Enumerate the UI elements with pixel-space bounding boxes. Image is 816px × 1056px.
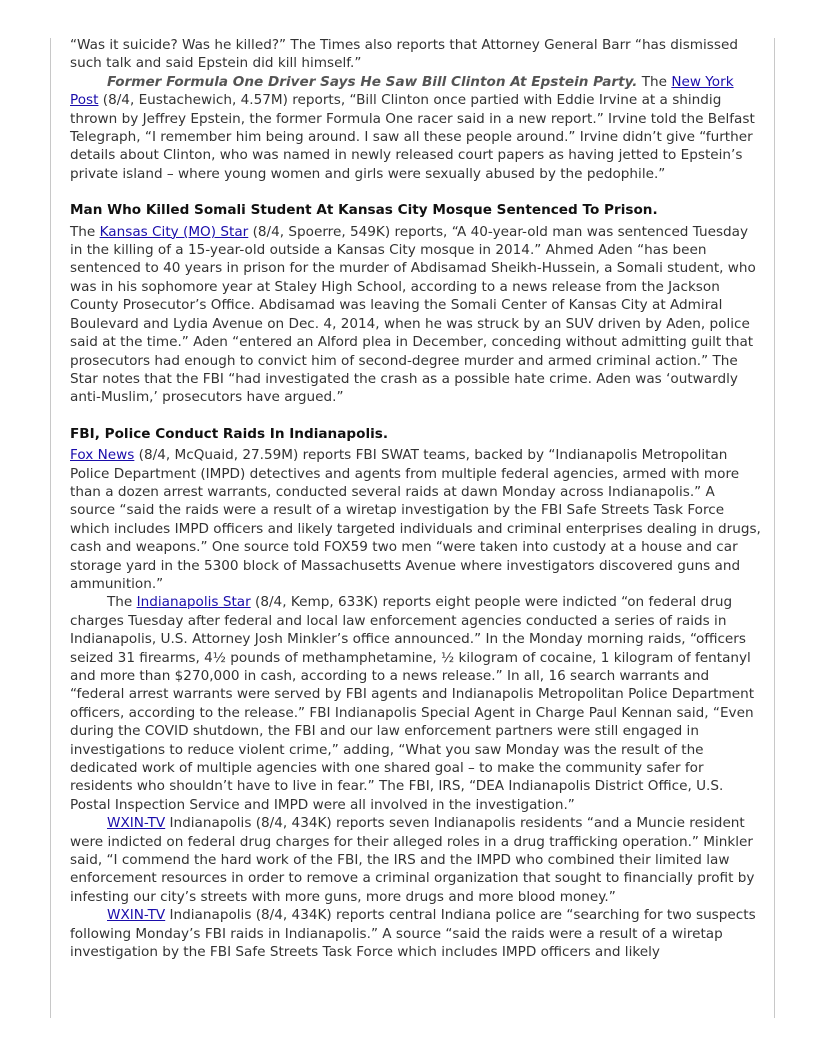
headline-indianapolis-raids: FBI, Police Conduct Raids In Indianapolis. <box>70 425 389 442</box>
lead-text: The <box>637 73 672 90</box>
body-text: (8/4, Eustachewich, 4.57M) reports, “Bill Clinton once partied with Eddie Irvine at a shindig thrown by Jeffrey Epstein, the former Formula One racer said in a new report.” Irvine told the Belfast Telegraph, “I remember him being around. I saw all these people around.” Irvine didn’t give “further details about Clinton, who was named in newly released court papers as having jetted to Epstein’s private island – where young women and girls were sexually abused by the pedophile.” <box>70 92 755 182</box>
link-fox-news[interactable]: Fox News <box>70 447 135 464</box>
subheadline-formula-one: Former Formula One Driver Says He Saw Bill Clinton At Epstein Party. <box>107 73 638 90</box>
lead-text: The <box>107 594 137 611</box>
document-body <box>70 36 764 962</box>
paragraph-wxin-suspects <box>70 906 764 961</box>
paragraph-formula-one <box>70 73 764 183</box>
body-text: (8/4, McQuaid, 27.59M) reports FBI SWAT teams, backed by “Indianapolis Metropolitan Police Department (IMPD) detectives and agents from multiple federal agencies, armed with more than a dozen arrest warrants, conducted several raids at dawn Monday across Indianapolis.” A source “said the raids were a result of a wiretap investigation by the FBI Safe Streets Task Force which includes IMPD officers and likely targeted individuals and criminal enterprises dealing in drugs, cash and weapons.” One source told FOX59 two men “were taken into custody at a house and car storage yard in the 5300 block of Massachusetts Avenue where investigators discovered guns and ammunition.” <box>70 447 761 592</box>
headline-kansas-city: Man Who Killed Somali Student At Kansas City Mosque Sentenced To Prison. <box>70 202 658 219</box>
paragraph-kansas-city <box>70 223 764 407</box>
body-text: (8/4, Kemp, 633K) reports eight people were indicted “on federal drug charges Tuesday after federal and local law enforcement agencies conducted a series of raids in Indianapolis, U.S. Attorney Josh Minkler’s office announced.” In the Monday morning raids, “officers seized 31 firearms, 4½ pounds of methamphetamine, ½ kilogram of cocaine, 1 kilogram of fentanyl and more than $270,000 in cash, according to a news release.” In all, 16 search warrants and “federal arrest warrants were served by FBI agents and Indianapolis Metropolitan Police Department officers, according to the release.” FBI Indianapolis Special Agent in Charge Paul Kennan said, “Even during the COVID shutdown, the FBI and our law enforcement partners were still engaged in investigations to reduce violent crime,” adding, “What you saw Monday was the result of the dedicated work of multiple agencies with one shared goal – to make the community safer for residents who shouldn’t have to live in fear.” The FBI, IRS, “DEA Indianapolis District Office, U.S. Postal Inspection Service and IMPD were all involved in the investigation.” <box>70 594 755 813</box>
link-kansas-city-star[interactable]: Kansas City (MO) Star <box>99 223 249 240</box>
body-text: (8/4, Spoerre, 549K) reports, “A 40-year-old man was sentenced Tuesday in the killing of a 15-year-old outside a Kansas City mosque in 2014.” Ahmed Aden “has been sentenced to 40 years in prison for the murder of Abdisamad Sheikh-Hussein, a Somali student, who was in his sophomore year at Staley High School, according to a news release from the Jackson County Prosecutor’s Office. Abdisamad was leaving the Somali Center of Kansas City at Admiral Boulevard and Lydia Avenue on Dec. 4, 2014, when he was struck by an SUV driven by Aden, police said at the time.” Aden “entered an Alford plea in December, conceding without admitting guilt that prosecutors had enough to convict him of second-degree murder and armed criminal action.” The Star notes that the FBI “had investigated the crash as a possible hate crime. Aden was ‘outwardly anti-Muslim,’ prosecutors have argued.” <box>70 223 756 406</box>
body-text: Indianapolis (8/4, 434K) reports seven Indianapolis residents “and a Muncie resident were indicted on federal drug charges for their alleged roles in a drug trafficking operation.” Minkler said, “I commend the hard work of the FBI, the IRS and the IMPD who combined their limited law enforcement resources in order to remove a criminal organization that sought to financially profit by infesting our city’s streets with more guns, more drugs and more blood money.” <box>70 815 755 905</box>
link-new-york-post[interactable]: New York Post <box>70 73 734 109</box>
paragraph-fox-news <box>70 446 764 593</box>
paragraph-wxin-indictments <box>70 814 764 906</box>
paragraph-indianapolis-star <box>70 593 764 814</box>
link-indianapolis-star[interactable]: Indianapolis Star <box>136 594 251 611</box>
link-wxin-tv-2[interactable]: WXIN-TV <box>107 907 166 924</box>
body-text: Indianapolis (8/4, 434K) reports central Indiana police are “searching for two suspects following Monday’s FBI raids in Indianapolis.” A source “said the raids were a result of a wiretap investigation by the FBI Safe Streets Task Force which includes IMPD officers and likely <box>70 907 756 961</box>
paragraph-epstein-continued: “Was it suicide? Was he killed?” The Times also reports that Attorney General Barr “has dismissed such talk and said Epstein did kill himself.” <box>70 37 738 72</box>
link-wxin-tv[interactable]: WXIN-TV <box>107 815 166 832</box>
lead-text: The <box>70 223 100 240</box>
